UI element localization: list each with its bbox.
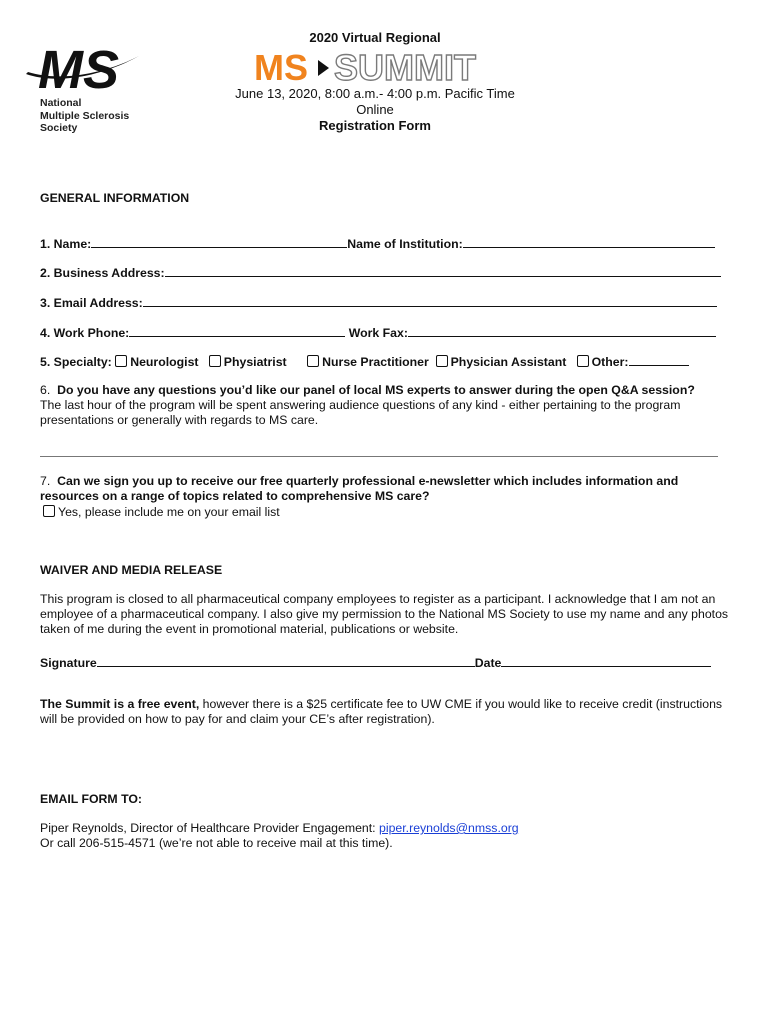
signature-label: Signature: [40, 656, 97, 670]
physiatrist-checkbox[interactable]: [209, 355, 221, 367]
email-field[interactable]: [143, 295, 717, 307]
fee-note-bold: The Summit is a free event,: [40, 697, 200, 711]
signature-row: [40, 655, 711, 670]
q6-question: Do you have any questions you’d like our panel of local MS experts to answer during the open Q&A session?: [57, 383, 695, 397]
newsletter-checkbox[interactable]: [43, 505, 55, 517]
phone-field[interactable]: [129, 325, 345, 337]
form-title: Registration Form: [319, 118, 431, 133]
specialty-label: 5. Specialty:: [40, 355, 112, 369]
call-line: Or call 206-515-4571 (we’re not able to receive mail at this time).: [40, 836, 393, 850]
phone-row: [40, 325, 716, 340]
physiatrist-label: Physiatrist: [223, 355, 287, 369]
event-location: Online: [356, 102, 394, 117]
contact-email-link[interactable]: piper.reynolds@nmss.org: [379, 821, 519, 835]
specialty-row: [40, 354, 689, 369]
question-7: [40, 474, 730, 520]
address-field[interactable]: [165, 265, 721, 277]
q6-number: 6.: [40, 383, 51, 397]
waiver-heading: WAIVER AND MEDIA RELEASE: [40, 563, 223, 577]
neurologist-label: Neurologist: [130, 355, 199, 369]
q7-number: 7.: [40, 474, 51, 488]
other-checkbox[interactable]: [577, 355, 589, 367]
contact-line: [40, 821, 730, 836]
fax-field[interactable]: [408, 325, 716, 337]
fee-note: [40, 697, 730, 727]
q6-description: The last hour of the program will be spent answering audience questions of any kind - either pertaining to the program presentations or generally with regards to MS care.: [40, 398, 681, 427]
email-label: 3. Email Address:: [40, 296, 143, 310]
address-row: [40, 265, 721, 280]
summit-ms-text: MS: [254, 47, 308, 88]
nurse-practitioner-checkbox[interactable]: [307, 355, 319, 367]
question-6: [40, 383, 730, 428]
neurologist-checkbox[interactable]: [115, 355, 127, 367]
institution-label: Name of Institution:: [347, 237, 463, 251]
event-details: [210, 86, 540, 134]
email-form-heading: EMAIL FORM TO:: [40, 792, 143, 806]
name-field[interactable]: [91, 236, 347, 248]
phone-label: 4. Work Phone:: [40, 326, 130, 340]
fee-note-text: however there is a $25 certificate fee to UW CME if you would like to receive credit (instructions will be provided on how to pay for and claim your CE’s after registration).: [40, 697, 723, 726]
other-field[interactable]: [629, 354, 689, 366]
general-info-heading: GENERAL INFORMATION: [40, 191, 190, 205]
q7-option-row: [40, 505, 730, 520]
event-date: June 13, 2020, 8:00 a.m.- 4:00 p.m. Pacific Time: [235, 86, 515, 101]
logo-ms-letters: MS: [38, 40, 119, 100]
date-label: Date: [474, 656, 502, 670]
date-field[interactable]: [501, 655, 711, 667]
ms-summit-title: [250, 46, 510, 88]
physician-assistant-checkbox[interactable]: [436, 355, 448, 367]
contact-prefix: Piper Reynolds, Director of Healthcare Provider Engagement:: [40, 821, 380, 835]
q6-answer-line[interactable]: [40, 456, 718, 457]
other-label: Other:: [591, 355, 629, 369]
waiver-text: This program is closed to all pharmaceutical company employees to register as a participant. I acknowledge that I am not an employee of a pharmaceutical company. I also give my permission to the National MS Society to use my name and any photos taken of me during the event in promotional material, publications or website.: [40, 592, 729, 636]
q7-question: Can we sign you up to receive our free quarterly professional e-newsletter which includes information and resources on a range of topics related to comprehensive MS care?: [40, 474, 679, 503]
play-arrow-icon: [318, 60, 329, 76]
newsletter-option-label: Yes, please include me on your email list: [58, 505, 280, 519]
name-row: [40, 236, 715, 251]
signature-field[interactable]: [97, 655, 475, 667]
institution-field[interactable]: [463, 236, 715, 248]
org-name: National Multiple Sclerosis Society: [40, 97, 130, 134]
contact-info: [40, 821, 730, 851]
fax-label: Work Fax:: [348, 326, 408, 340]
summit-word-text: SUMMIT: [334, 47, 476, 88]
name-label: 1. Name:: [40, 237, 92, 251]
event-pre-title: 2020 Virtual Regional: [309, 30, 441, 45]
physician-assistant-label: Physician Assistant: [450, 355, 567, 369]
nurse-practitioner-label: Nurse Practitioner: [322, 355, 429, 369]
address-label: 2. Business Address:: [40, 266, 165, 280]
email-row: [40, 295, 717, 310]
